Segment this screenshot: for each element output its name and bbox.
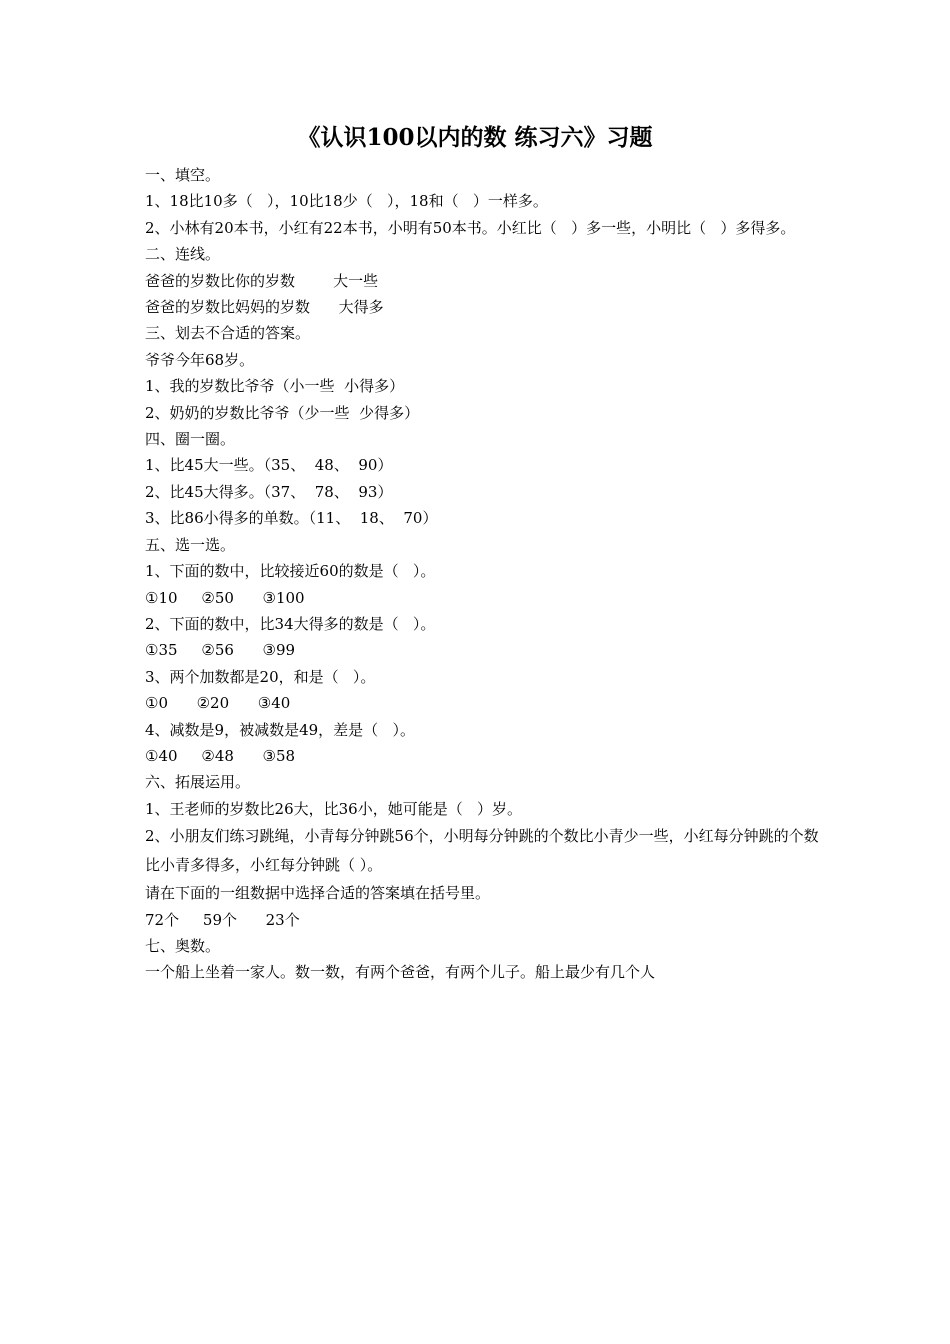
section-heading-olympiad: 七、奥数。: [145, 936, 221, 955]
section-heading-cross-out: 三、划去不合适的答案。: [145, 324, 311, 343]
question-line: 爷爷今年68岁。: [145, 350, 255, 369]
question-line: 1、下面的数中，比较接近60的数是（ ）。: [145, 562, 436, 581]
section-heading-choose: 五、选一选。: [145, 535, 236, 554]
question-line: 3、两个加数都是20，和是（ ）。: [145, 667, 376, 686]
question-line: 爸爸的岁数比你的岁数 大一些: [145, 271, 379, 290]
question-line: 1、王老师的岁数比26大，比36小，她可能是（ ）岁。: [145, 799, 523, 818]
section-heading-circle: 四、圈一圈。: [145, 430, 236, 449]
document-body: [145, 162, 825, 986]
question-line: 爸爸的岁数比妈妈的岁数 大得多: [145, 298, 384, 317]
choice-options: ①35 ②56 ③99: [145, 641, 296, 660]
question-line: 一个船上坐着一家人。数一数，有两个爸爸，有两个儿子。船上最少有几个人: [145, 963, 656, 982]
document-title: 《认识100以内的数 练习六》习题: [297, 124, 653, 151]
section-heading-fill-blank: 一、填空。: [145, 166, 221, 184]
question-line: 2、小朋友们练习跳绳，小青每分钟跳56个，小明每分钟跳的个数比小青少一些，小红每分钟跳的个数比小青多得多，小红每分钟跳（ ）。: [145, 827, 819, 875]
section-heading-extension: 六、拓展运用。: [145, 773, 251, 792]
question-line: 2、小林有20本书，小红有22本书，小明有50本书。小红比（ ）多一些，小明比（ ）多得多。: [145, 218, 796, 237]
choice-options: ①40 ②48 ③58: [145, 746, 296, 765]
choice-options: ①0 ②20 ③40: [145, 694, 291, 713]
choice-options: ①10 ②50 ③100: [145, 588, 305, 607]
choice-options: 72个 59个 23个: [145, 910, 300, 929]
question-line: 2、奶奶的岁数比爷爷（少一些 少得多）: [145, 403, 420, 422]
question-line: 2、下面的数中，比34大得多的数是（ ）。: [145, 614, 436, 633]
section-heading-matching: 二、连线。: [145, 245, 221, 264]
instruction-line: 请在下面的一组数据中选择合适的答案填在括号里。: [145, 884, 491, 903]
question-line: 1、18比10多（ ），10比18少（ ），18和（ ）一样多。: [145, 192, 548, 211]
question-line: 1、比45大一些。（35、 48、 90）: [145, 456, 393, 475]
question-line: 1、我的岁数比爷爷（小一些 小得多）: [145, 377, 405, 396]
question-line: 3、比86小得多的单数。（11、 18、 70）: [145, 509, 438, 528]
question-line: 4、减数是9，被减数是49，差是（ ）。: [145, 720, 415, 739]
question-line: 2、比45大得多。（37、 78、 93）: [145, 482, 393, 501]
